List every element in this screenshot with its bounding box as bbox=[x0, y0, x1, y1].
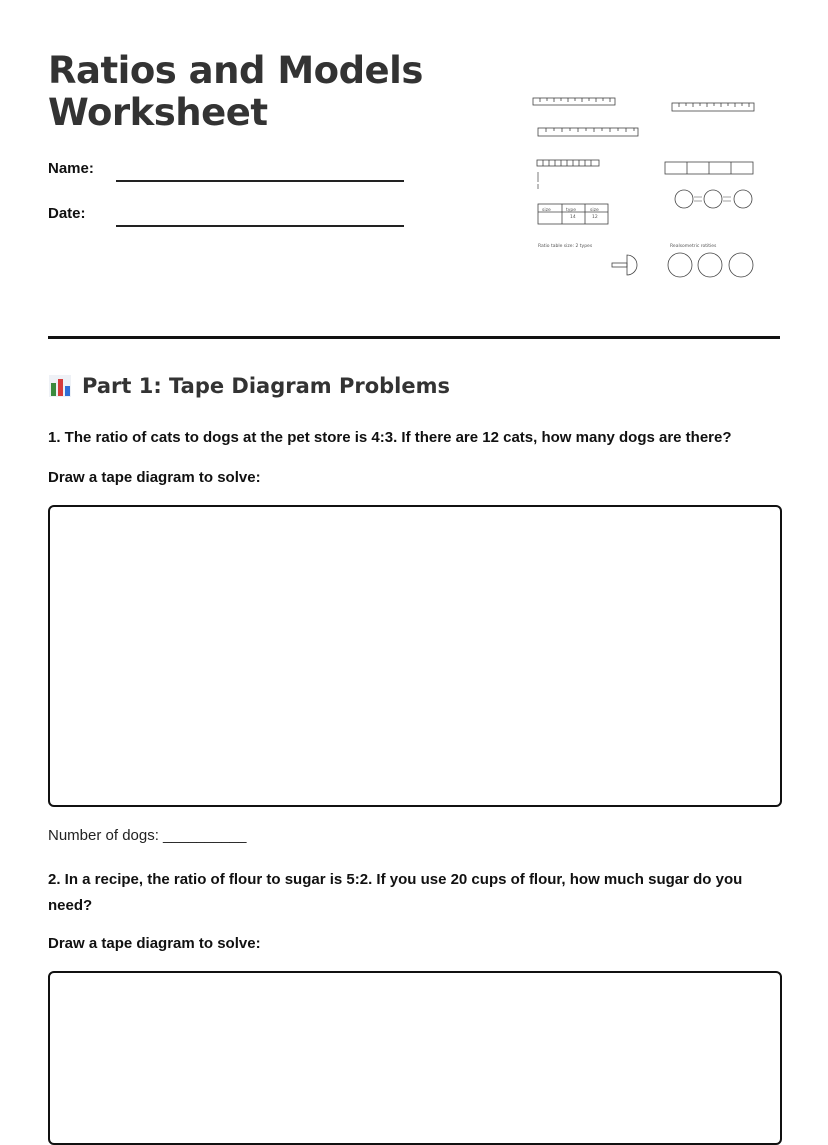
table-header-2: type bbox=[566, 208, 577, 213]
table-value-1: 14 bbox=[570, 215, 576, 220]
title-line-2: Worksheet bbox=[48, 91, 268, 134]
name-line[interactable] bbox=[116, 180, 404, 182]
question-1-answer-line[interactable]: Number of dogs: __________ bbox=[48, 827, 247, 844]
part1-heading bbox=[48, 374, 450, 398]
bar-chart-icon bbox=[48, 374, 72, 398]
circle-b bbox=[704, 190, 722, 208]
date-label: Date: bbox=[48, 205, 86, 222]
circle-a bbox=[675, 190, 693, 208]
ratio-models-illustration bbox=[530, 92, 760, 282]
circle-d bbox=[668, 253, 692, 277]
worksheet-title bbox=[48, 50, 423, 134]
date-line[interactable] bbox=[116, 225, 404, 227]
tape-left bbox=[537, 160, 599, 166]
question-2-drawing-box[interactable] bbox=[48, 971, 782, 1145]
name-label: Name: bbox=[48, 160, 94, 177]
ratio-table bbox=[538, 204, 608, 224]
part1-title: Part 1: Tape Diagram Problems bbox=[82, 374, 450, 398]
section-divider bbox=[48, 336, 780, 339]
question-1-drawing-box[interactable] bbox=[48, 505, 782, 807]
thumb-label-right: Realsometric rotities bbox=[670, 244, 717, 249]
question-1-instruction: Draw a tape diagram to solve: bbox=[48, 469, 261, 486]
question-2-instruction: Draw a tape diagram to solve: bbox=[48, 935, 261, 952]
circle-c bbox=[734, 190, 752, 208]
table-value-2: 12 bbox=[592, 215, 598, 220]
question-1: 1. The ratio of cats to dogs at the pet store is 4:3. If there are 12 cats, how many dogs are there? bbox=[48, 429, 732, 446]
thumb-label-left: Ratio table size: 2 types bbox=[538, 244, 593, 249]
question-2: 2. In a recipe, the ratio of flour to sugar is 5:2. If you use 20 cups of flour, how much sugar do you need? bbox=[48, 871, 743, 914]
circle-f bbox=[729, 253, 753, 277]
table-header-1: size bbox=[542, 208, 551, 213]
ruler-3 bbox=[538, 128, 638, 136]
circle-e bbox=[698, 253, 722, 277]
title-line-1: Ratios and Models bbox=[48, 49, 423, 92]
table-header-3: size bbox=[590, 208, 599, 213]
semicircle bbox=[627, 255, 637, 275]
